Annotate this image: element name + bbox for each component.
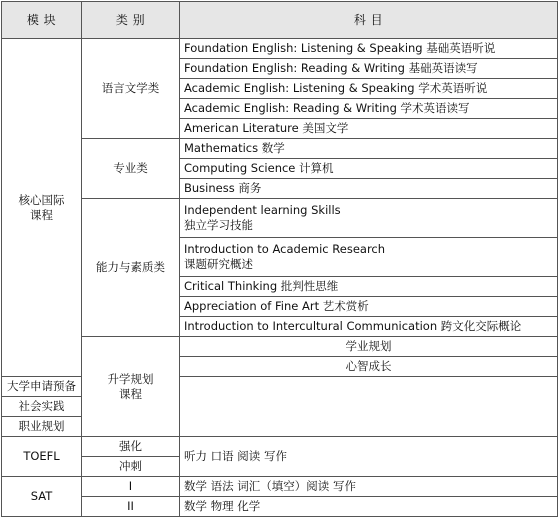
category-cell: 职业规划: [2, 417, 82, 437]
module-toefl: TOEFL: [2, 437, 82, 477]
subject-cell: 数学 语法 词汇（填空）阅读 写作: [180, 477, 558, 497]
subject-cell: [180, 199, 558, 238]
subject-line: 课题研究概述: [184, 257, 253, 271]
category-cell: 强化: [82, 437, 180, 457]
category-professional: 专业类: [82, 139, 180, 199]
header-row: [2, 2, 558, 39]
subject-cell: Critical Thinking 批判性思维: [180, 277, 558, 297]
category-cell: 社会实践: [2, 397, 82, 417]
subject-line: Independent learning Skills: [184, 203, 341, 217]
header-category: 类 别: [82, 2, 180, 39]
header-module: 模 块: [2, 2, 82, 39]
subject-cell: American Literature 美国文学: [180, 119, 558, 139]
module-planning-line2: 课程: [119, 386, 142, 401]
subject-cell: Mathematics 数学: [180, 139, 558, 159]
subject-cell: [180, 238, 558, 277]
category-cell: 冲刺: [82, 457, 180, 477]
module-planning-line1: 升学规划: [107, 371, 154, 386]
module-planning: [82, 337, 180, 437]
subject-cell: Computing Science 计算机: [180, 159, 558, 179]
curriculum-table-wrapper: [1, 1, 557, 520]
subject-cell: 数学 物理 化学: [180, 497, 558, 517]
category-cell: II: [82, 497, 180, 517]
category-cell: 心智成长: [180, 357, 558, 377]
module-sat: SAT: [2, 477, 82, 517]
subject-cell: Academic English: Reading & Writing 学术英语读写: [180, 99, 558, 119]
curriculum-table: [1, 1, 558, 517]
table-row: [2, 199, 558, 238]
table-row: [2, 337, 558, 357]
module-core-line2: 课程: [30, 207, 53, 222]
module-core-line1: 核心国际: [18, 192, 65, 207]
category-cell: 大学申请预备: [2, 377, 82, 397]
category-language: 语言文学类: [82, 39, 180, 139]
header-subject: 科 目: [180, 2, 558, 39]
subject-cell: Introduction to Intercultural Communication 跨文化交际概论: [180, 317, 558, 337]
subject-cell: Academic English: Listening & Speaking 学术英语听说: [180, 79, 558, 99]
category-ability: 能力与素质类: [82, 199, 180, 337]
category-cell: I: [82, 477, 180, 497]
subject-cell: Foundation English: Reading & Writing 基础英语读写: [180, 59, 558, 79]
subject-cell: Business 商务: [180, 179, 558, 199]
toefl-subjects: 听力 口语 阅读 写作: [180, 437, 558, 477]
subject-line: Introduction to Academic Research: [184, 242, 386, 256]
table-row: [2, 139, 558, 159]
table-row: [2, 477, 558, 497]
module-core: [2, 39, 82, 377]
table-row: [2, 497, 558, 517]
table-row: [2, 39, 558, 59]
subject-line: 独立学习技能: [184, 218, 253, 232]
subject-cell: Appreciation of Fine Art 艺术赏析: [180, 297, 558, 317]
subject-cell: Foundation English: Listening & Speaking 基础英语听说: [180, 39, 558, 59]
category-cell: 学业规划: [180, 337, 558, 357]
table-row: [2, 437, 558, 457]
